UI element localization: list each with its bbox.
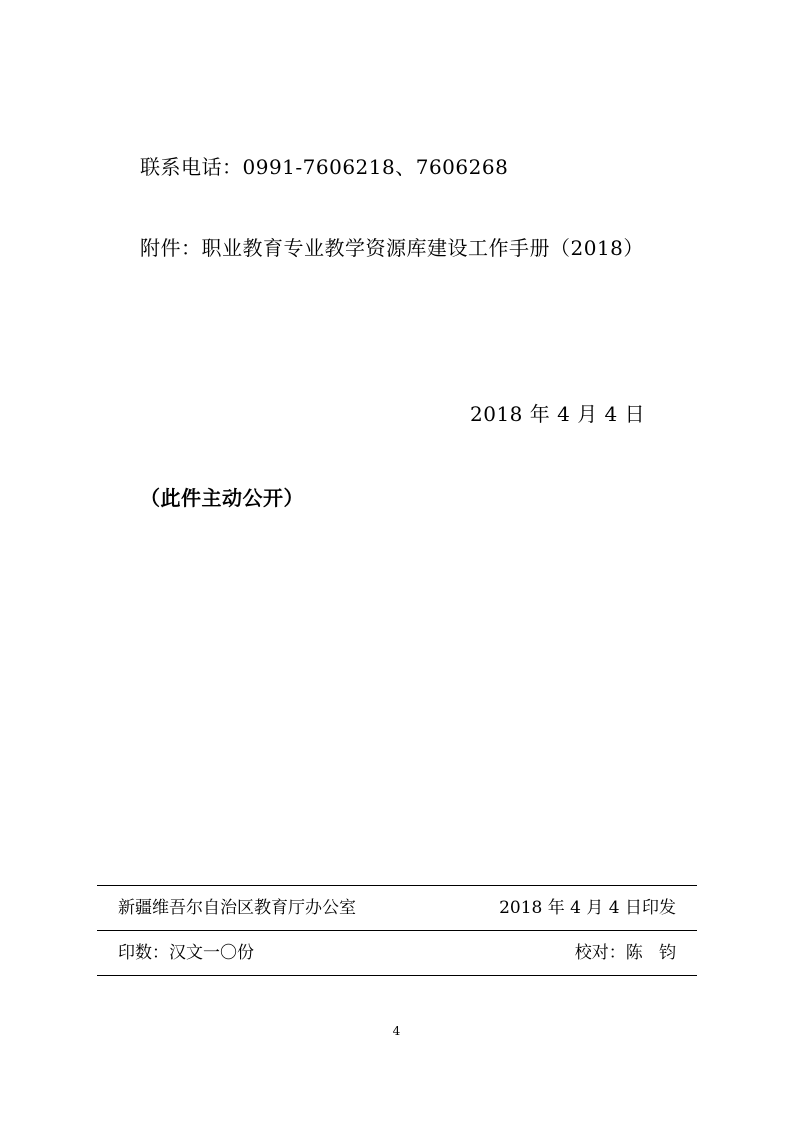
- proofreader: 校对：陈 钧: [574, 943, 676, 963]
- copies-count: 印数：汉文一〇份: [118, 943, 254, 963]
- attachment-line: 附件：职业教育专业教学资源库建设工作手册（2018）: [140, 236, 644, 260]
- signature-date: 2018 年 4 月 4 日: [470, 402, 646, 426]
- issuer-name: 新疆维吾尔自治区教育厅办公室: [118, 898, 356, 918]
- public-disclosure-notice: （此件主动公开）: [140, 486, 304, 510]
- page-number: 4: [392, 1024, 401, 1038]
- contact-phone-line: 联系电话：0991-7606218、7606268: [140, 155, 509, 179]
- footer-top-rule: [97, 885, 697, 886]
- footer-middle-rule: [97, 930, 697, 931]
- issue-date: 2018 年 4 月 4 日印发: [499, 898, 676, 918]
- footer-bottom-rule: [97, 975, 697, 976]
